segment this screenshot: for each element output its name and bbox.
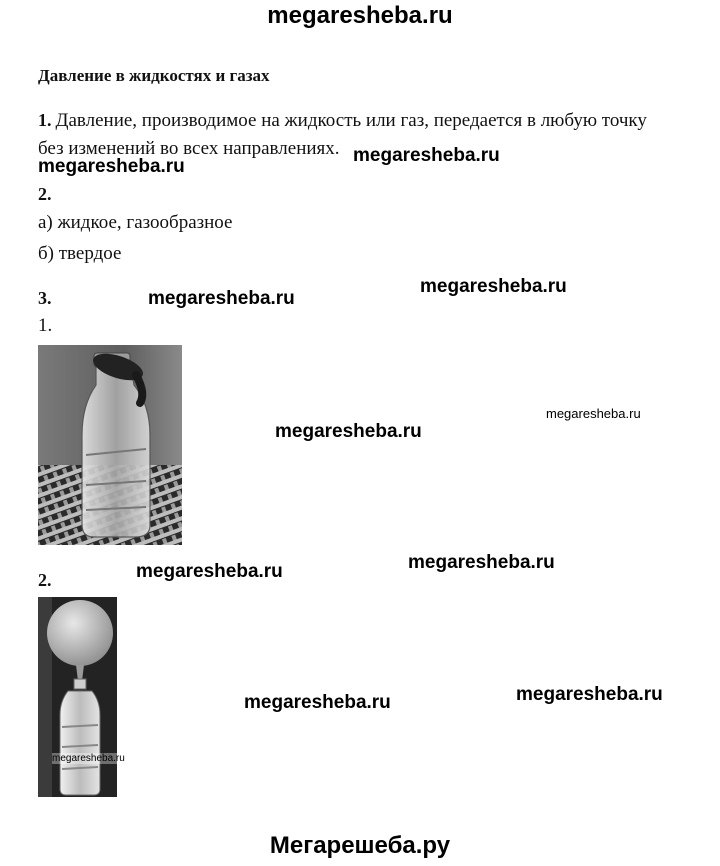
question-3-item-2: 2. (38, 570, 52, 590)
header-site-name: megaresheba.ru (267, 2, 453, 29)
section-title: Давление в жидкостях и газах (38, 66, 270, 85)
question-1-number: 1. (38, 110, 52, 130)
watermark: megaresheba.ru (516, 684, 663, 705)
watermark: megaresheba.ru (52, 753, 125, 764)
question-2-number: 2. (38, 184, 52, 204)
question-2-answer-a: а) жидкое, газообразное (38, 212, 233, 233)
watermark: megaresheba.ru (408, 552, 555, 573)
watermark: megaresheba.ru (546, 406, 641, 421)
watermark: megaresheba.ru (148, 288, 295, 309)
watermark: megaresheba.ru (38, 156, 185, 177)
bottle-balloon-illustration (38, 597, 117, 797)
watermark: megaresheba.ru (420, 276, 567, 297)
question-1-line-2: без изменений во всех направлениях. (38, 138, 340, 159)
question-3-number: 3. (38, 288, 52, 308)
watermark: megaresheba.ru (136, 561, 283, 582)
watermark: megaresheba.ru (244, 692, 391, 713)
question-1 (38, 110, 647, 132)
question-1-line-1: Давление, производимое на жидкость или газ, передается в любую точку (55, 110, 647, 131)
bottle-spoon-photo (38, 345, 182, 545)
watermark: megaresheba.ru (353, 145, 500, 166)
question-2-answer-b: б) твердое (38, 243, 122, 264)
question-3-item-1: 1. (38, 315, 53, 336)
bottle-balloon-photo (38, 597, 125, 797)
footer-site-name: Мегарешеба.ру (269, 832, 451, 859)
watermark: megaresheba.ru (275, 421, 422, 442)
bottle-spoon-illustration (38, 345, 182, 545)
